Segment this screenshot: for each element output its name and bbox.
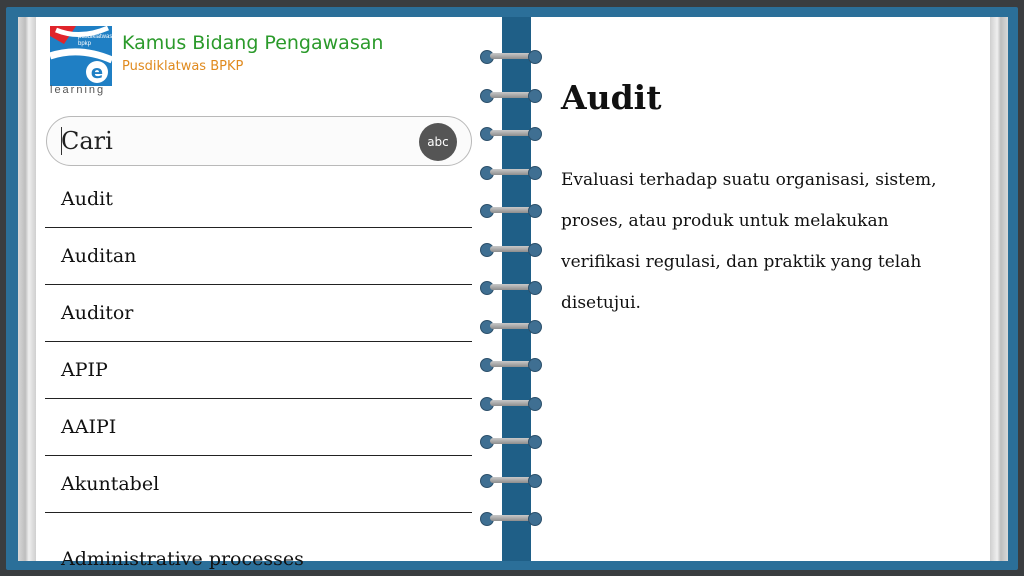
binder-ring — [480, 165, 542, 179]
search-input[interactable] — [61, 125, 401, 157]
list-item[interactable]: Auditor — [45, 285, 472, 342]
binder-ring — [480, 280, 542, 294]
binder-ring — [480, 203, 542, 217]
binder-ring — [480, 511, 542, 525]
binder-ring — [480, 396, 542, 410]
app-subtitle: Pusdiklatwas BPKP — [122, 59, 244, 74]
binder-ring — [480, 126, 542, 140]
list-item[interactable]: AAIPI — [45, 399, 472, 456]
list-item[interactable]: APIP — [45, 342, 472, 399]
logo-badge-text: pusdiklatwas bpkp — [78, 34, 113, 47]
abc-keyboard-icon[interactable]: abc — [419, 123, 457, 161]
term-list — [45, 171, 472, 570]
list-item[interactable]: Auditan — [45, 228, 472, 285]
search-box[interactable] — [46, 116, 472, 166]
e-learning-logo-icon — [50, 26, 112, 100]
page-edge-right — [990, 17, 1008, 561]
binder-ring — [480, 319, 542, 333]
logo-caption: learning — [50, 84, 106, 96]
binder-ring — [480, 434, 542, 448]
list-item[interactable]: Administrative processes — [61, 548, 304, 570]
binder-ring — [480, 473, 542, 487]
page-edge-left — [18, 17, 36, 561]
binder-ring — [480, 49, 542, 63]
list-item[interactable]: Audit — [45, 171, 472, 228]
binder-ring — [480, 357, 542, 371]
binder-ring — [480, 88, 542, 102]
term-definition: Evaluasi terhadap suatu organisasi, sistem, proses, atau produk untuk melakukan verifikasi regulasi, dan praktik yang telah disetujui. — [561, 170, 937, 313]
text-cursor — [61, 127, 62, 155]
term-title: Audit — [561, 78, 662, 117]
list-item[interactable]: Akuntabel — [45, 456, 472, 513]
svg-text:e: e — [90, 62, 104, 83]
app-title: Kamus Bidang Pengawasan — [122, 32, 384, 54]
binder-ring — [480, 242, 542, 256]
